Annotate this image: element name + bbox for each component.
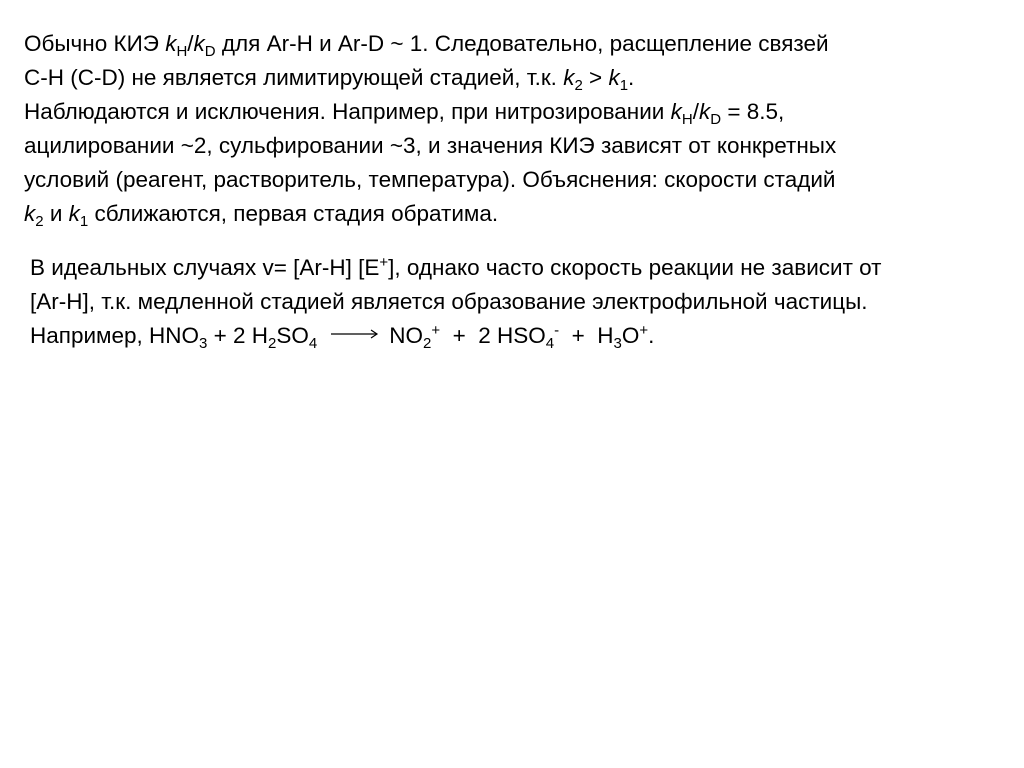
subscript: 1 xyxy=(619,77,629,94)
rate-constant: k xyxy=(24,201,36,226)
subscript: 2 xyxy=(35,213,44,230)
subscript: H xyxy=(176,43,188,60)
rate-paragraph xyxy=(30,251,881,354)
subscript: 2 xyxy=(268,335,277,352)
rate-constant: k xyxy=(165,31,177,56)
reactant-sulfuric-acid: $SO_4$ xyxy=(276,323,318,352)
subscript: D xyxy=(710,111,722,128)
subscript: D xyxy=(204,43,216,60)
superscript: + xyxy=(379,254,389,271)
subscript: 4 xyxy=(545,335,555,352)
superscript: - xyxy=(554,322,560,339)
rate-constant: k xyxy=(698,99,711,124)
rate-constant: k xyxy=(608,65,620,90)
product-nitronium: $NO_2^+$ xyxy=(389,322,441,352)
rate-constant: k xyxy=(670,99,682,124)
subscript: 2 xyxy=(422,335,432,352)
reactant-nitric-acid: $HNO_3$ xyxy=(149,323,208,352)
subscript: 1 xyxy=(79,213,89,230)
kie-paragraph xyxy=(24,27,836,231)
rate-constant: k xyxy=(193,31,205,56)
text-line: условий (реагент, растворитель, температура). Объяснения: скорости стадий xyxy=(24,167,836,192)
subscript: 2 xyxy=(574,77,583,94)
text-line: ацилировании ~2, сульфировании ~3, и значения КИЭ зависят от конкретных xyxy=(24,133,837,158)
subscript: 3 xyxy=(613,335,622,352)
rate-constant: k xyxy=(563,65,575,90)
product-hydronium: O+ xyxy=(621,322,649,348)
subscript: H xyxy=(681,111,693,128)
rate-constant: k xyxy=(68,201,80,226)
subscript: 4 xyxy=(308,335,318,352)
text-line: C-H (C-D) не является лимитирующей стадией, т.к. $k_2 > k_1$. xyxy=(24,65,635,94)
text-line: [Ar-H], т.к. медленной стадией является образование электрофильной частицы. xyxy=(30,289,868,314)
text-line: В идеальных случаях v= [Ar-H] [E+], однако часто скорость реакции не зависит от xyxy=(30,254,882,280)
reaction-arrow-icon xyxy=(331,316,379,350)
text-line: $k_2$ и $k_1$ сближаются, первая стадия обратима. xyxy=(24,201,499,230)
subscript: 3 xyxy=(199,335,208,352)
text-line: Наблюдаются и исключения. Например, при нитрозировании $k_H/k_D = 8.5$, xyxy=(24,99,785,128)
reaction-equation: Например, $HNO_3 + 2$ $H_2SO_4$ $NO_2^+ + 2$ $HSO_4^- + H_3O^+$. xyxy=(30,319,881,354)
superscript: + xyxy=(431,322,441,339)
superscript: + xyxy=(639,322,649,339)
text-line: Обычно КИЭ $k_H/k_D$ для Ar-H и Ar-D ~ 1. Следовательно, расщепление связей xyxy=(24,31,829,60)
